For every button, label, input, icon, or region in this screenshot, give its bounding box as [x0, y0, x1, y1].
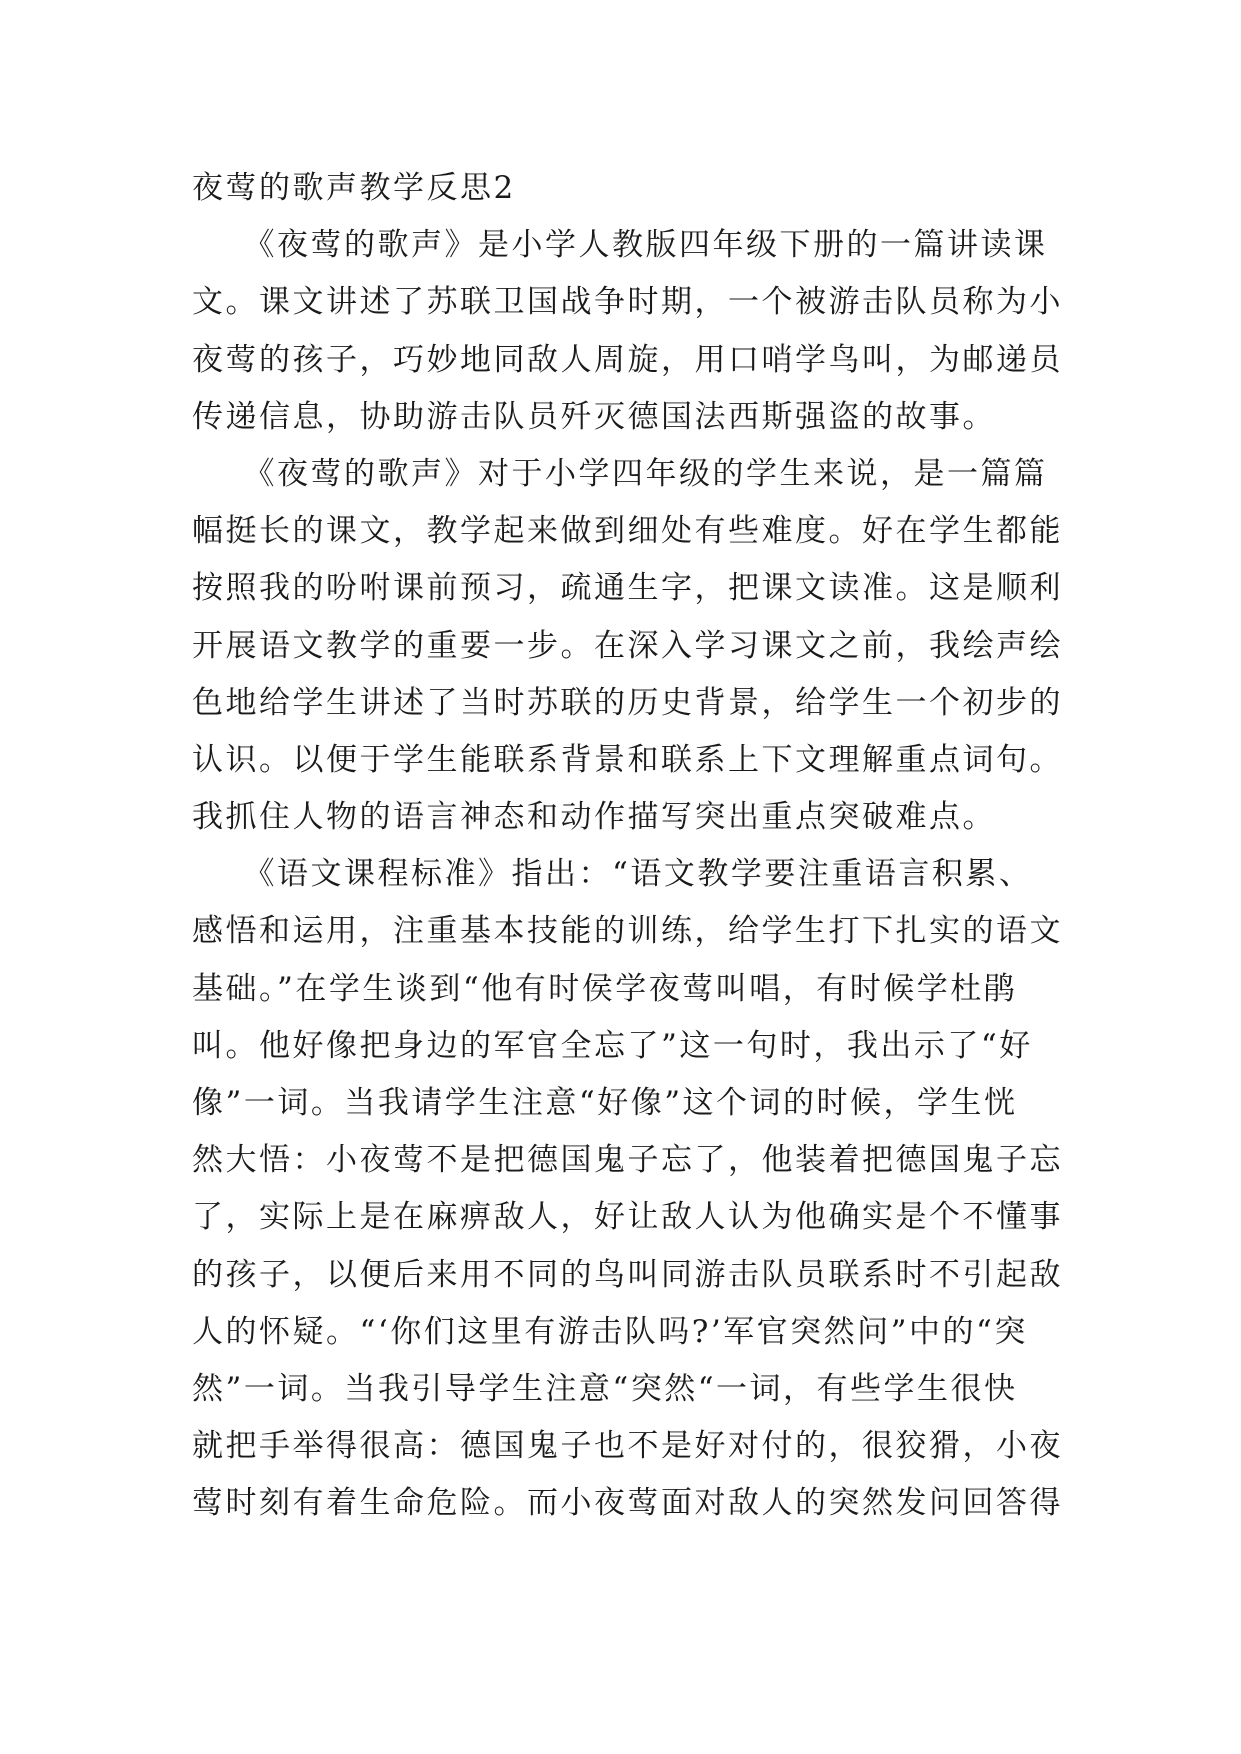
text-line: 《夜莺的歌声》对于小学四年级的学生来说，是一篇篇	[192, 455, 1048, 492]
text-line: 色地给学生讲述了当时苏联的历史背景，给学生一个初步的	[192, 684, 1063, 721]
text-line: 《语文课程标准》指出：“语文教学要注重语言积累、	[192, 856, 1033, 893]
text-line: 传递信息，协助游击队员歼灭德国法西斯强盗的故事。	[192, 398, 996, 435]
text-line: 按照我的吩咐课前预习，疏通生字，把课文读准。这是顺利	[192, 570, 1063, 607]
text-line: 叫。他好像把身边的军官全忘了”这一句时，我出示了“好	[192, 1027, 1033, 1064]
text-line: 然”一词。当我引导学生注意“突然“一词，有些学生很快	[192, 1370, 1018, 1407]
document-body	[192, 160, 1072, 1533]
text-line: 开展语文教学的重要一步。在深入学习课文之前，我绘声绘	[192, 627, 1063, 664]
text-line: 的孩子，以便后来用不同的鸟叫同游击队员联系时不引起敌	[192, 1256, 1063, 1293]
text-line: 就把手举得很高：德国鬼子也不是好对付的，很狡猾，小夜	[192, 1428, 1063, 1465]
text-line: 莺时刻有着生命危险。而小夜莺面对敌人的突然发问回答得	[192, 1485, 1063, 1522]
text-line: 夜莺的孩子，巧妙地同敌人周旋，用口哨学鸟叫，为邮递员	[192, 341, 1063, 378]
text-line: 《夜莺的歌声》是小学人教版四年级下册的一篇讲读课	[192, 227, 1048, 264]
text-line: 幅挺长的课文，教学起来做到细处有些难度。好在学生都能	[192, 513, 1063, 550]
text-line: 基础。”在学生谈到“他有时侯学夜莺叫唱，有时候学杜鹃	[192, 970, 1018, 1007]
document-title: 夜莺的歌声教学反思2	[192, 170, 516, 206]
text-line: 感悟和运用，注重基本技能的训练，给学生打下扎实的语文	[192, 913, 1063, 950]
text-line: 认识。以便于学生能联系背景和联系上下文理解重点词句。	[192, 741, 1063, 778]
text-line: 了，实际上是在麻痹敌人，好让敌人认为他确实是个不懂事	[192, 1199, 1063, 1236]
text-line: 然大悟：小夜莺不是把德国鬼子忘了，他装着把德国鬼子忘	[192, 1142, 1063, 1179]
text-line: 像”一词。当我请学生注意“好像”这个词的时候，学生恍	[192, 1085, 1018, 1121]
text-line: 文。课文讲述了苏联卫国战争时期，一个被游击队员称为小	[192, 284, 1063, 321]
text-line: 我抓住人物的语言神态和动作描写突出重点突破难点。	[192, 799, 996, 836]
text-line: 人的怀疑。“‘你们这里有游击队吗?’军官突然问”中的“突	[192, 1313, 1028, 1350]
